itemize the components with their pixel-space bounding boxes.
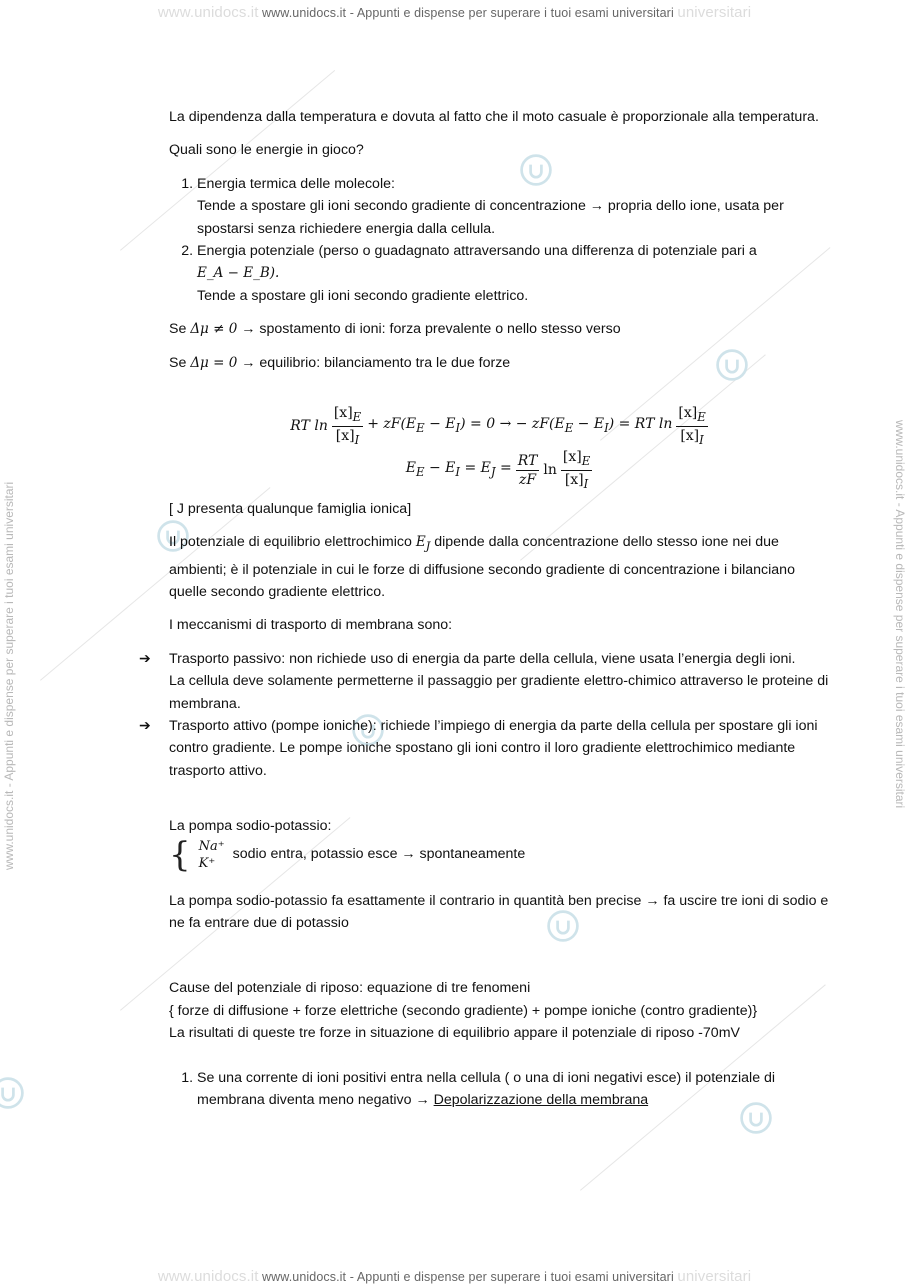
ion-k: K⁺ (198, 855, 216, 871)
eq-sub: E (581, 453, 591, 468)
eq-text: ) = 0 → − zF(E (460, 415, 565, 432)
pump-ions (169, 834, 829, 875)
eq-sub: E (416, 420, 425, 435)
math-sub: J (425, 540, 431, 554)
math-inline: Δμ ≠ 0 (190, 321, 238, 338)
arrow-bullet-icon: ➔ (139, 718, 151, 734)
watermark-side-left: www.unidocs.it - Appunti e dispense per superare i tuoi esami universitari (2, 481, 16, 870)
eq-text: [x] (333, 404, 353, 421)
watermark-side-right: www.unidocs.it - Appunti e dispense per superare i tuoi esami universitari (893, 420, 907, 809)
pump-spont-text: sodio entra, potassio esce → spontaneamente (232, 846, 526, 863)
list-item-title: Energia termica delle molecole: (197, 175, 395, 192)
eq-text: RT (517, 452, 538, 469)
rest-potential-block (169, 977, 829, 1044)
eq-text: − E (424, 415, 456, 432)
text: Il potenziale di equilibrio elettrochimico (169, 534, 412, 551)
text: Se (169, 354, 187, 371)
eq-text: ln (543, 461, 557, 478)
eq-fraction (561, 448, 592, 493)
eq-text: − E (573, 415, 605, 432)
arrow-bullet-icon: ➔ (139, 650, 151, 667)
eq-text: + zF(E (367, 415, 417, 432)
list-item (139, 648, 829, 715)
j-note: [ J presenta qualunque famiglia ionica] (169, 501, 412, 518)
list-item-text: Se una corrente di ioni positivi entra nella cellula ( o una di ioni negativi esce) il potenziale di membrana diventa meno negativo → (197, 1069, 776, 1109)
eq-fraction (676, 404, 707, 449)
watermark-header (0, 4, 909, 21)
watermark-faint-right: universitari (677, 1268, 752, 1285)
paragraph: I meccanismi di trasporto di membrana sono: (169, 617, 453, 634)
list-item (139, 715, 829, 782)
eq-sub: I (699, 432, 704, 447)
list-item (197, 240, 829, 307)
math-inline: Δμ = 0 (190, 354, 238, 371)
transport-list (139, 648, 829, 782)
pump-desc: La pompa sodio-potassio fa esattamente il contrario in quantità ben precise → fa uscire tre ioni di sodio e ne fa entrare due di potassio (169, 892, 829, 932)
eq-sub: I (604, 420, 609, 435)
list-item-desc: Tende a spostare gli ioni secondo gradiente elettrico. (197, 287, 529, 304)
eq-sub: J (490, 464, 496, 479)
eq-text: [x] (680, 427, 700, 444)
watermark-footer (0, 1268, 909, 1285)
text: dipende dalla concentrazione dello stesso ione nei due ambienti; è il potenziale in cui le forze di diffusione secondo gradiente di concentrazione i bilanciano quelle secondo gradiente elettrico. (169, 534, 795, 600)
eq-fraction (332, 404, 363, 449)
list-item (197, 173, 829, 240)
ion-na: Na⁺ (198, 838, 225, 854)
ion-list (199, 838, 225, 872)
brace-icon: { (169, 834, 191, 875)
eq-text: zF (519, 471, 537, 488)
text: Se (169, 321, 187, 338)
text-line: Cause del potenziale di riposo: equazione di tre fenomeni (169, 980, 531, 997)
watermark-header-text: www.unidocs.it - Appunti e dispense per superare i tuoi esami universitari (262, 6, 674, 20)
list-item-desc: Tende a spostare gli ioni secondo gradiente di concentrazione → propria dello ione, usata per spostarsi senza richiedere energia dalla cellula. (197, 198, 784, 237)
equation-line-1 (169, 404, 829, 448)
eq-text: [x] (564, 471, 584, 488)
list-item-text: Trasporto passivo: non richiede uso di energia da parte della cellula, viene usata l’energia degli ioni. (169, 650, 796, 667)
list-item-text: Trasporto attivo (pompe ioniche): richiede l’impiego di energia da parte della cellula per spostare gli ioni contro gradiente. Le pompe ioniche spostano gli ioni contro il loro gradiente elettrochimico mediante trasporto attivo. (169, 718, 818, 779)
eq-sub: E (416, 464, 425, 479)
eq-text: [x] (335, 427, 355, 444)
math-inline: E (415, 534, 426, 551)
eq-sub: I (455, 464, 460, 479)
text: → equilibrio: bilanciamento tra le due forze (241, 354, 511, 371)
text-line: La risultati di queste tre forze in situazione di equilibrio appare il potenziale di riposo -70mV (169, 1025, 740, 1042)
eq-sub: I (583, 476, 589, 491)
eq-text: [x] (678, 404, 698, 421)
paragraph: La dipendenza dalla temperatura e dovuta al fatto che il moto casuale è proporzionale alla temperatura. (169, 109, 819, 125)
equation-block (169, 404, 829, 492)
eq-sub: E (352, 409, 362, 424)
math-inline: E_A − E_B). (197, 265, 280, 282)
watermark-faint-left: www.unidocs.it (157, 1268, 259, 1285)
text-line: { forze di diffusione + forze elettriche (secondo gradiente) + pompe ioniche (contro gradiente)} (169, 1002, 758, 1019)
watermark-faint-left: www.unidocs.it (157, 4, 259, 21)
paragraph: Quali sono le energie in gioco? (169, 142, 364, 159)
watermark-faint-right: universitari (677, 4, 752, 21)
paragraph-equilibrium (169, 531, 829, 603)
list-item-text: La cellula deve solamente permetterne il passaggio per gradiente elettro-chimico attraverso le proteine di membrana. (169, 673, 829, 712)
eq-fraction (516, 452, 540, 489)
list-item (197, 1067, 829, 1112)
condition-neq (169, 318, 829, 340)
condition-eq (169, 352, 829, 374)
document-content (139, 106, 829, 1122)
eq-text: = E (460, 459, 491, 476)
watermark-logo-icon (0, 1075, 26, 1111)
depolarization-term: Depolarizzazione della membrana (433, 1092, 649, 1109)
eq-text: [x] (562, 448, 582, 465)
eq-sub: E (697, 409, 706, 424)
eq-sub: I (455, 420, 461, 435)
final-list (169, 1067, 829, 1112)
text: → spostamento di ioni: forza prevalente o nello stesso verso (241, 321, 621, 338)
equation-line-2: $E_E - E_I = E_J$ = $\frac{RT}{zF}$ ln $\frac{[x]_E}{[x]_I}$ (405, 448, 591, 491)
eq-text: E (405, 459, 417, 476)
energy-list (169, 173, 829, 307)
watermark-footer-text: www.unidocs.it - Appunti e dispense per superare i tuoi esami universitari (262, 1270, 674, 1284)
eq-text: RT ln (290, 417, 328, 434)
eq-sub: I (354, 432, 360, 447)
pump-title: La pompa sodio-potassio: (169, 818, 332, 835)
eq-text: − E (424, 459, 456, 476)
list-item-title: Energia potenziale (perso o guadagnato attraversando una differenza di potenziale pari a (197, 243, 757, 260)
eq-text: ) = RT ln (608, 415, 673, 432)
eq-sub: E (564, 420, 574, 435)
